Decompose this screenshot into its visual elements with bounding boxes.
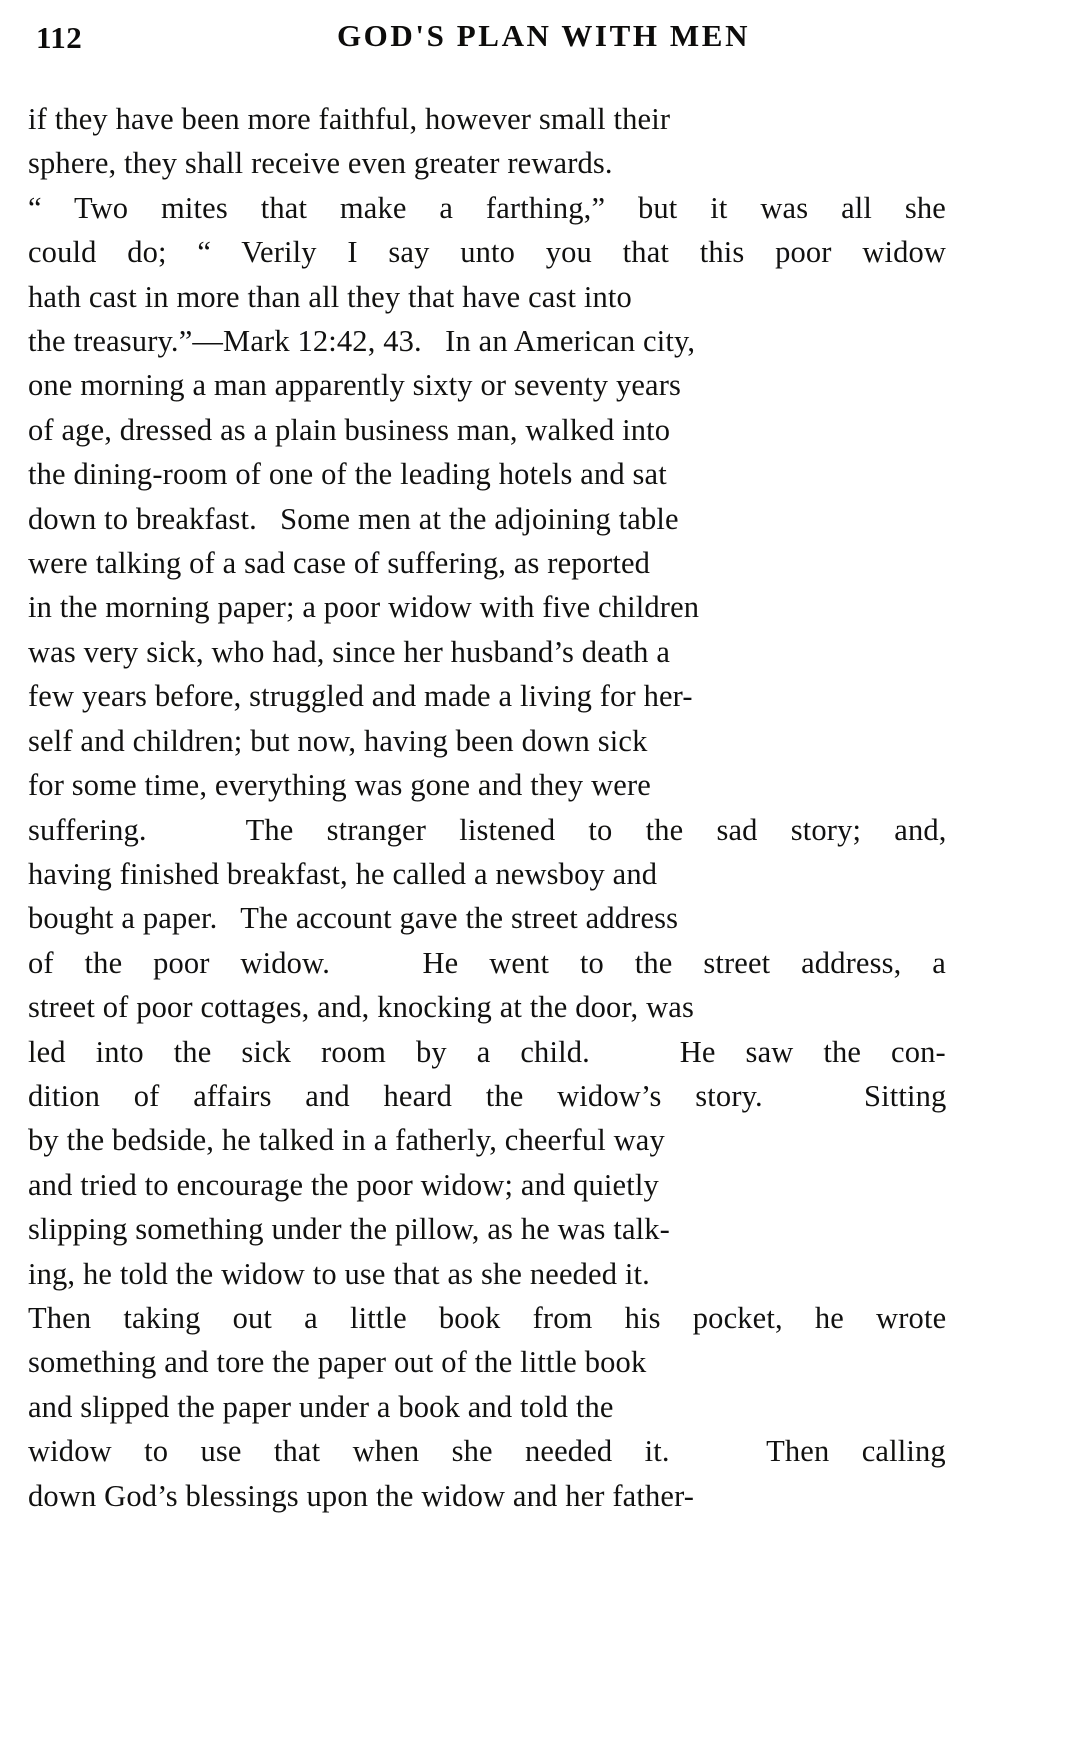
body-text bbox=[28, 97, 947, 1518]
text-line: slipping something under the pillow, as he was talk- bbox=[28, 1212, 670, 1247]
text-line: something and tore the paper out of the little book bbox=[28, 1345, 647, 1380]
text-line: were talking of a sad case of suffering, as reported bbox=[28, 546, 651, 581]
text-line: could do; “ Verily I say unto you that this poor widow bbox=[28, 235, 947, 270]
text-line: bought a paper. The account gave the street address bbox=[28, 901, 679, 936]
text-line: in the morning paper; a poor widow with five children bbox=[28, 590, 700, 625]
text-line: by the bedside, he talked in a fatherly, cheerful way bbox=[28, 1123, 665, 1158]
text-line: for some time, everything was gone and they were bbox=[28, 768, 651, 803]
text-line: led into the sick room by a child. He saw the con- bbox=[28, 1034, 946, 1069]
text-line: and tried to encourage the poor widow; and quietly bbox=[28, 1167, 659, 1202]
text-line: suffering. The stranger listened to the sad story; and, bbox=[28, 812, 947, 847]
text-line: of the poor widow. He went to the street address, a bbox=[28, 945, 946, 980]
text-line: and slipped the paper under a book and told the bbox=[28, 1389, 614, 1424]
text-line: dition of affairs and heard the widow’s story. Sitting bbox=[28, 1078, 947, 1113]
text-line: down God’s blessings upon the widow and her father- bbox=[28, 1478, 695, 1513]
text-line: down to breakfast. Some men at the adjoining table bbox=[28, 501, 679, 536]
text-line: few years before, struggled and made a living for her- bbox=[28, 679, 693, 714]
text-line: if they have been more faithful, however small their bbox=[28, 102, 671, 136]
text-line: street of poor cottages, and, knocking at the door, was bbox=[28, 990, 694, 1025]
text-line: the dining-room of one of the leading hotels and sat bbox=[28, 457, 667, 492]
text-line: hath cast in more than all they that have cast into bbox=[28, 279, 632, 314]
page-header bbox=[0, 0, 1069, 72]
text-line: the treasury.”—Mark 12:42, 43. In an American city, bbox=[28, 324, 696, 359]
text-line: sphere, they shall receive even greater rewards. bbox=[28, 146, 613, 181]
running-title: GOD'S PLAN WITH MEN bbox=[336, 18, 751, 53]
text-line: self and children; but now, having been down sick bbox=[28, 723, 648, 758]
text-line: Then taking out a little book from his pocket, he wrote bbox=[28, 1300, 947, 1335]
paragraph bbox=[28, 97, 947, 1518]
text-line: having finished breakfast, he called a newsboy and bbox=[28, 856, 658, 891]
page-number: 112 bbox=[36, 20, 83, 55]
text-line: “ Two mites that make a farthing,” but it was all she bbox=[28, 190, 946, 225]
text-line: ing, he told the widow to use that as she needed it. bbox=[28, 1256, 650, 1291]
text-line: widow to use that when she needed it. Then calling bbox=[28, 1434, 946, 1469]
text-line: was very sick, who had, since her husband’s death a bbox=[28, 634, 671, 669]
text-line: one morning a man apparently sixty or seventy years bbox=[28, 368, 682, 403]
text-line: of age, dressed as a plain business man, walked into bbox=[28, 412, 671, 447]
